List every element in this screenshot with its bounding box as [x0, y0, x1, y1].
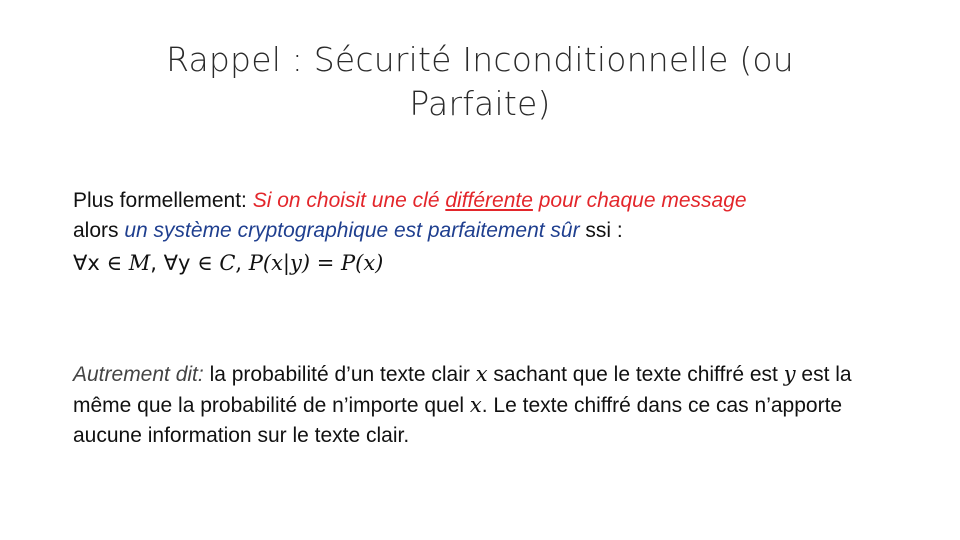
comma-1: ,: [150, 251, 164, 275]
var-y: y: [177, 251, 191, 275]
line2-suffix: ssi :: [579, 219, 623, 242]
math-x-1: x: [475, 362, 488, 386]
content-block-1: [73, 186, 903, 278]
comma-2: ,: [235, 251, 249, 275]
marginal-probability: P(x): [341, 251, 384, 275]
condition-text-a: Si on choisit une clé: [252, 189, 446, 212]
math-x-2: x: [469, 393, 482, 417]
title-line-1: Rappel : Sécurité Inconditionnelle (ou: [166, 40, 794, 79]
forall-symbol-2: ∀: [163, 251, 178, 275]
conditional-probability: P(x|y): [248, 251, 311, 275]
condition-underlined-word: différente: [445, 189, 533, 212]
condition-text-b: pour chaque message: [532, 189, 747, 212]
explanation-text-3: est la même que la probabilité de n’importe quel: [73, 363, 852, 417]
title-line-2: Parfaite): [409, 84, 551, 123]
perfect-secrecy-formula: [73, 248, 903, 278]
slide-title: [80, 38, 880, 126]
explanation-text-4: . Le texte chiffré dans ce cas n’apporte aucune information sur le texte clair.: [73, 394, 843, 447]
math-y: y: [783, 362, 796, 386]
explanation-paragraph: [73, 359, 903, 451]
equals-sign: =: [310, 251, 342, 275]
explanation-label: Autrement dit:: [73, 363, 204, 386]
set-C: C: [219, 251, 236, 275]
line2-prefix: alors: [73, 219, 125, 242]
highlight-statement: un système cryptographique est parfaitement sûr: [124, 219, 580, 242]
explanation-text-1: la probabilité d’un texte clair: [203, 363, 476, 386]
var-x: x: [87, 251, 100, 275]
forall-symbol-1: ∀: [73, 251, 88, 275]
definition-paragraph: [73, 186, 903, 246]
lead-text: Plus formellement:: [73, 189, 253, 212]
element-of-2: ∈: [190, 251, 220, 275]
explanation-text-2: sachant que le texte chiffré est: [487, 363, 784, 386]
element-of-1: ∈: [99, 251, 129, 275]
set-M: M: [128, 251, 151, 275]
